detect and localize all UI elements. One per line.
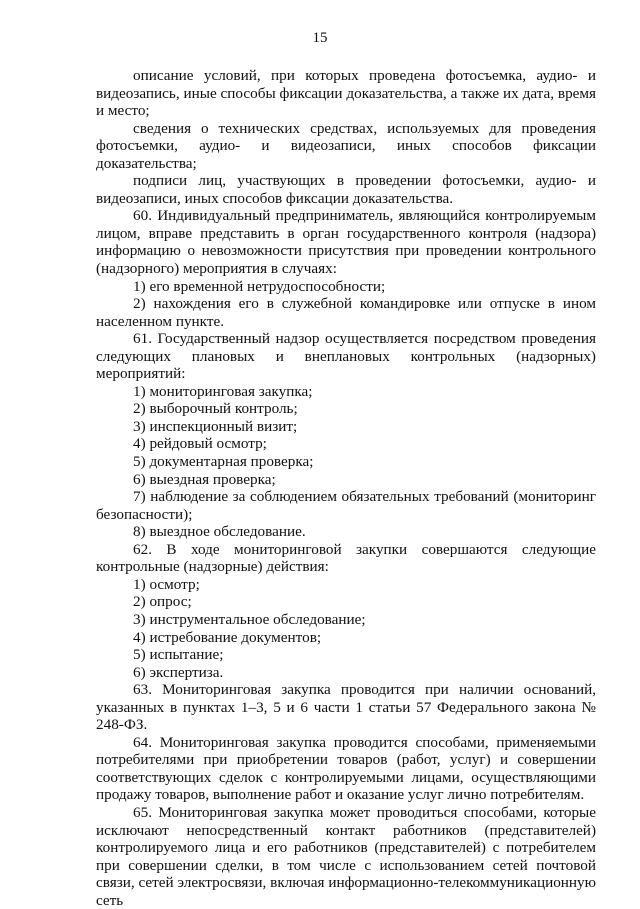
list-item-61-5: 5) документарная проверка;	[133, 453, 314, 471]
paragraph-60: 60. Индивидуальный предприниматель, являющийся контролируемым лицом, вправе представить в орган государственного контроля (надзора) информацию о невозможности присутствия при проведении контрольного (надзорного) мероприятия в случаях:	[96, 207, 596, 278]
list-item-61-1: 1) мониторинговая закупка;	[133, 382, 313, 400]
paragraph-63: 63. Мониторинговая закупка проводится при наличии оснований, указанных в пунктах 1–3, 5 и 6 части 1 статьи 57 Федерального закона № 248-ФЗ.	[96, 681, 596, 734]
paragraph-photo-conditions: описание условий, при которых проведена фотосъемка, аудио- и видеозапись, иные способы фиксации доказательства, а также их дата, время и место;	[96, 67, 596, 120]
paragraph-technical-means: сведения о технических средствах, используемых для проведения фотосъемки, аудио- и видеозаписи, иных способов фиксации доказательства;	[96, 119, 596, 172]
paragraph-65: 65. Мониторинговая закупка может проводиться способами, которые исключают непосредственный контакт работников (представителей) контролируемого лица и его работников (представителей) с потребителем при совершении сделки, в том числе с использованием сетей почтовой связи, сетей электросвязи, включая информационно-телекоммуникационную сеть	[96, 803, 596, 909]
paragraph-signatures: подписи лиц, участвующих в проведении фотосъемки, аудио- и видеозаписи, иных способов фиксации доказательства.	[96, 172, 596, 207]
document-body	[96, 67, 596, 909]
list-item-62-5: 5) испытание;	[133, 646, 224, 664]
list-item-61-2: 2) выборочный контроль;	[133, 400, 298, 418]
paragraph-62: 62. В ходе мониторинговой закупки совершаются следующие контрольные (надзорные) действия:	[96, 540, 596, 576]
list-item-62-3: 3) инструментальное обследование;	[133, 610, 366, 628]
list-item-61-4: 4) рейдовый осмотр;	[133, 435, 267, 453]
page-number: 15	[312, 30, 328, 46]
list-item-61-3: 3) инспекционный визит;	[133, 417, 298, 435]
list-item-61-8: 8) выездное обследование.	[133, 523, 306, 541]
list-item-61-6: 6) выездная проверка;	[133, 470, 276, 488]
list-item-62-1: 1) осмотр;	[133, 575, 200, 593]
list-item-61-7: 7) наблюдение за соблюдением обязательных требований (мониторинг безопасности);	[96, 488, 596, 523]
paragraph-64: 64. Мониторинговая закупка проводится способами, применяемыми потребителями при приобретении товаров (работ, услуг) и совершении соответствующих сделок с контролируемыми лицами, осуществляющими продажу товаров, выполнение работ и оказание услуг лично потребителям.	[96, 733, 596, 804]
list-item-60-1: 1) его временной нетрудоспособности;	[133, 277, 386, 295]
list-item-62-6: 6) экспертиза.	[133, 663, 224, 681]
list-item-62-2: 2) опрос;	[133, 593, 192, 611]
list-item-62-4: 4) истребование документов;	[133, 628, 322, 646]
paragraph-61: 61. Государственный надзор осуществляется посредством проведения следующих плановых и внеплановых контрольных (надзорных) мероприятий:	[96, 330, 596, 383]
list-item-60-2: 2) нахождения его в служебной командировке или отпуске в ином населенном пункте.	[96, 295, 596, 330]
